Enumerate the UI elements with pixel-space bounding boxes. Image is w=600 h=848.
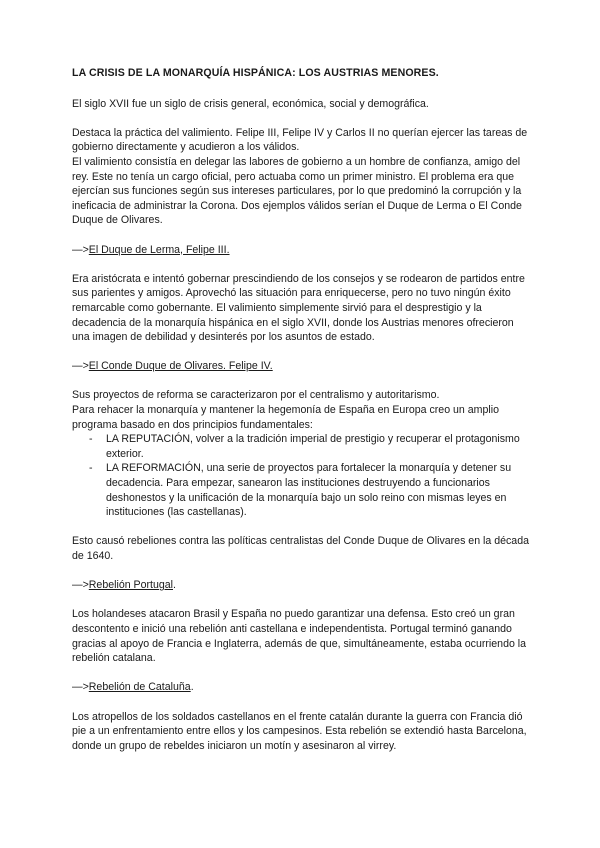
list-item-text: LA REPUTACIÓN, volver a la tradición imperial de prestigio y recuperar el protagonismo exterior.	[106, 433, 520, 460]
cataluna-paragraph: Los atropellos de los soldados castellanos en el frente catalán durante la guerra con Francia dió pie a un enfrentamiento entre ellos y los campesinos. Esta rebelión se extendió hasta Barcelona, donde un grupo de rebeldes iniciaron un motín y asesinaron al virrey.	[72, 710, 527, 752]
arrow-marker: —>	[72, 681, 89, 694]
portugal-heading	[72, 578, 532, 593]
olivares-paragraph-3: Esto causó rebeliones contra las políticas centralistas del Conde Duque de Olivares en la década de 1640.	[72, 535, 529, 562]
olivares-heading-text: El Conde Duque de Olivares. Felipe IV.	[88, 360, 273, 373]
list-item	[72, 432, 532, 461]
document-title: LA CRISIS DE LA MONARQUÍA HISPÁNICA: LOS AUSTRIAS MENORES.	[72, 67, 439, 79]
lerma-paragraph: Era aristócrata e intentó gobernar prescindiendo de los consejos y se rodearon de partidos entre sus parientes y amigos. Aprovechó las situación para enriquecerse, pero no tuvo ningún éxito remarcable como gobernante. El valimiento simplemente sirvió para el desprestigio y la decadencia de la monarquía hispánica en el siglo XVII, donde los Austrias menores ofrecieron una imagen de debilidad y desinterés por los asuntos de estado.	[72, 272, 525, 344]
document-body	[72, 66, 532, 768]
lerma-heading-text: El Duque de Lerma, Felipe III.	[88, 243, 230, 256]
olivares-paragraph-1: Sus proyectos de reforma se caracterizaron por el centralismo y autoritarismo.	[72, 389, 440, 402]
portugal-heading-text: Rebelión Portugal	[88, 579, 173, 592]
portugal-paragraph: Los holandeses atacaron Brasil y España no puedo garantizar una defensa. Esto creó un gran descontento e inició una rebelión anti castellana e independentista. Portugal terminó ganando gracias al apoyo de Francia e Inglaterra, además de que, simultáneamente, estaba ocurriendo la rebelión catalana.	[72, 608, 527, 665]
arrow-marker: —>	[72, 360, 89, 373]
valimiento-section	[72, 126, 532, 228]
bullet-dash: -	[89, 433, 93, 446]
heading-period: .	[173, 579, 176, 592]
valimiento-paragraph-1: Destaca la práctica del valimiento. Felipe III, Felipe IV y Carlos II no querían ejercer las tareas de gobierno directamente y acudieron a los válidos.	[72, 126, 528, 154]
olivares-heading	[72, 359, 532, 374]
lerma-heading	[72, 243, 532, 258]
arrow-marker: —>	[72, 579, 89, 592]
intro-paragraph: El siglo XVII fue un siglo de crisis general, económica, social y demográfica.	[72, 97, 429, 110]
arrow-marker: —>	[72, 243, 89, 256]
list-item	[72, 461, 532, 519]
olivares-principles-list	[72, 432, 532, 520]
bullet-dash: -	[89, 462, 93, 475]
list-item-text: LA REFORMACIÓN, una serie de proyectos para fortalecer la monarquía y detener su decadencia. Para empezar, sanearon las instituciones destruyendo a funcionarios deshonestos y la unificación de la monarquía bajo un solo reino con mismas leyes en instituciones (las castellanas).	[106, 462, 512, 519]
valimiento-paragraph-2: El valimiento consistía en delegar las labores de gobierno a un hombre de confianza, amigo del rey. Este no tenía un cargo oficial, pero actuaba como un primer ministro. El problema era que ejercían sus funciones según sus intereses particulares, por lo que predominó la corrupción y la ineficacia de administrar la Corona. Dos ejemplos válidos serían el Duque de Lerma o El Conde Duque de Olivares.	[72, 155, 522, 227]
heading-period: .	[190, 681, 194, 694]
cataluna-heading	[72, 680, 532, 695]
olivares-paragraph-2: Para rehacer la monarquía y mantener la hegemonía de España en Europa creo un amplio programa basado en dos principios fundamentales:	[72, 404, 499, 431]
cataluna-heading-text: Rebelión de Cataluña	[88, 681, 191, 694]
